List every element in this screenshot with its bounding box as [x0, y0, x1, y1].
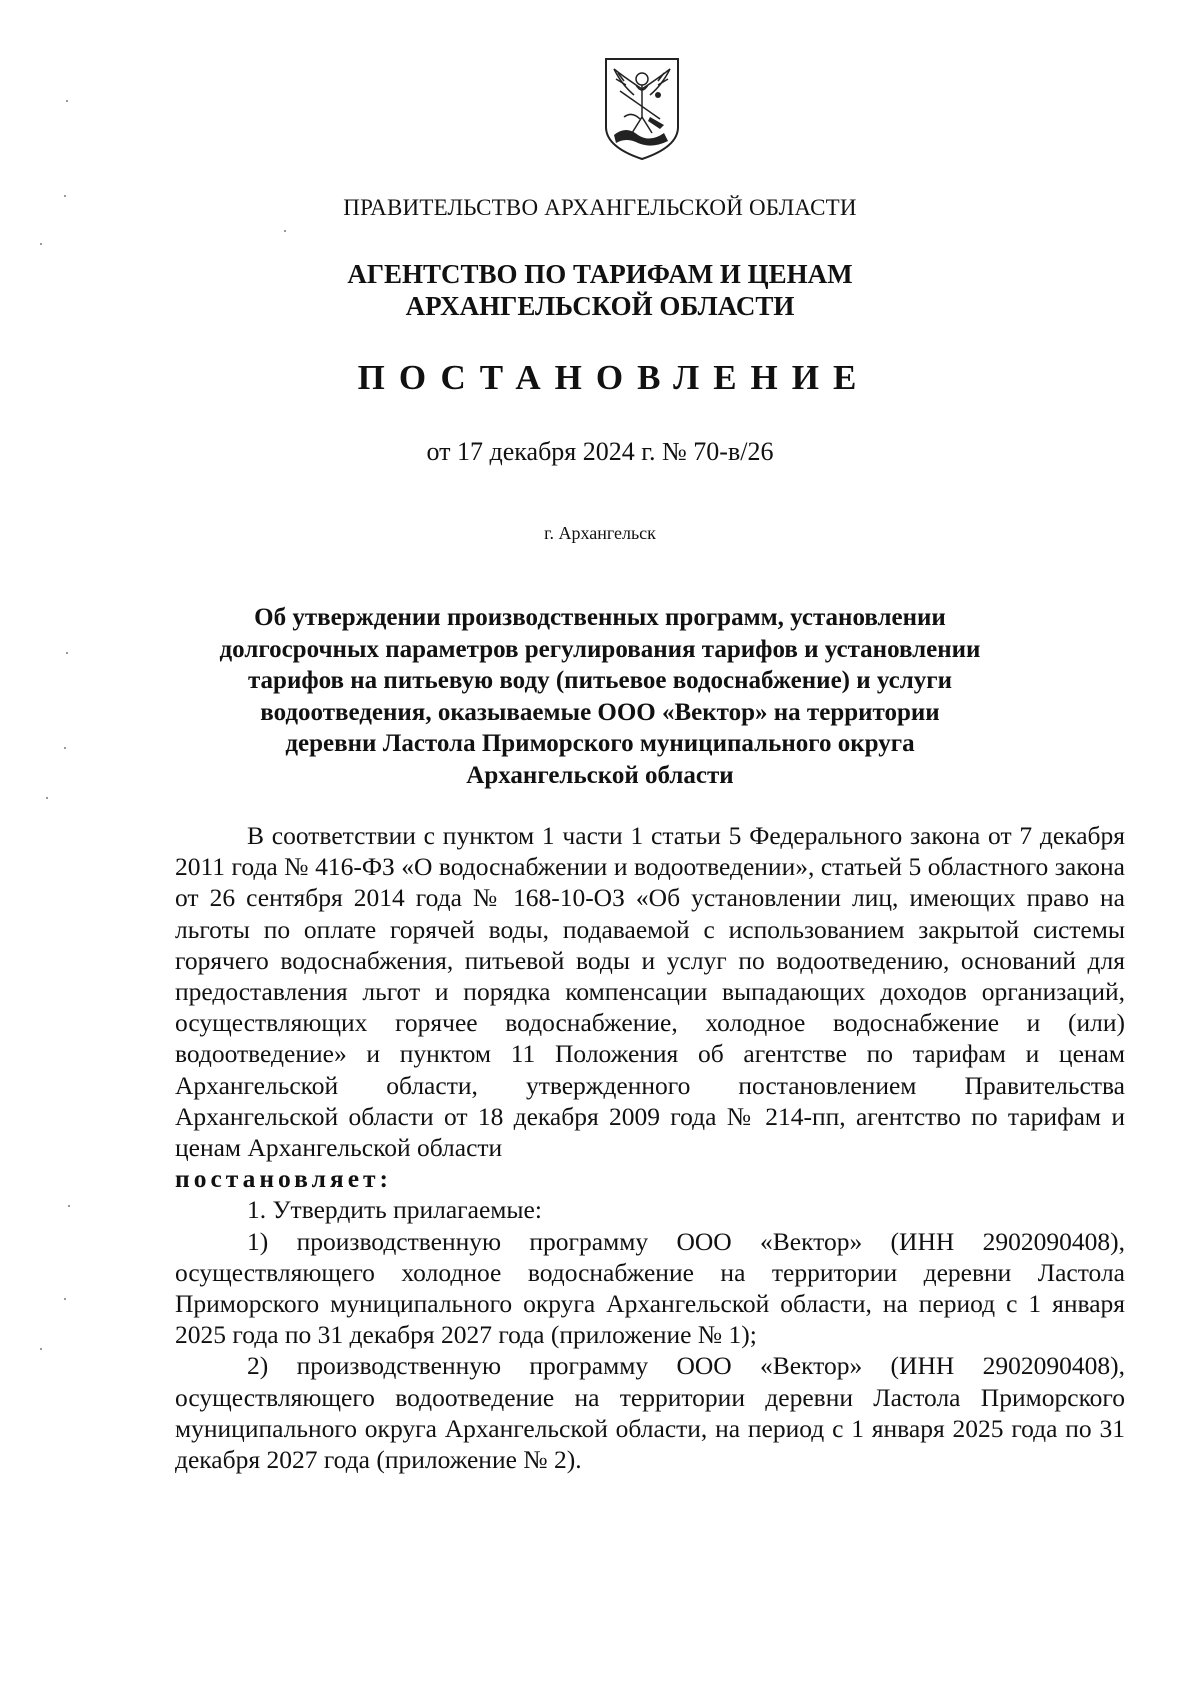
document-body: [175, 820, 1125, 1475]
title-line: деревни Ластола Приморского муниципального округа: [285, 730, 915, 757]
scan-speck: [66, 652, 68, 654]
agency-name-line-1: АГЕНТСТВО ПО ТАРИФАМ И ЦЕНАМ: [347, 259, 853, 289]
scan-speck: [40, 1348, 42, 1350]
document-city: г. Архангельск: [544, 523, 656, 543]
scan-speck: [64, 747, 66, 749]
scan-speck: [40, 243, 42, 245]
document-type-heading: ПОСТАНОВЛЕНИЕ: [357, 358, 871, 397]
scan-speck: [46, 797, 48, 799]
item-1: 1. Утвердить прилагаемые:: [247, 1195, 542, 1225]
title-line: Архангельской области: [466, 761, 734, 789]
scan-speck: [68, 1205, 70, 1207]
document-date-number: от 17 декабря 2024 г. № 70-в/26: [426, 437, 774, 466]
document-title: [0, 602, 1200, 791]
scan-speck: [66, 100, 68, 102]
coat-of-arms-emblem: [602, 55, 682, 163]
title-line: долгосрочных параметров регулирования тарифов и установлении: [219, 635, 981, 663]
decree-word: постановляет:: [175, 1164, 393, 1194]
government-name: ПРАВИТЕЛЬСТВО АРХАНГЕЛЬСКОЙ ОБЛАСТИ: [343, 195, 857, 220]
agency-name-line-2: АРХАНГЕЛЬСКОЙ ОБЛАСТИ: [405, 291, 795, 321]
sub-item-2: 2) производственную программу ООО «Вектор» (ИНН 2902090408), осуществляющего водоотведение на территории деревни Ластола Приморского муниципального округа Архангельской области, на период с 1 января 2025 года по 31 декабря 2027 года (приложение № 2).: [175, 1351, 1125, 1475]
preamble-paragraph: В соответствии с пунктом 1 части 1 статьи 5 Федерального закона от 7 декабря 2011 года № 416-ФЗ «О водоснабжении и водоотведении», статьей 5 областного закона от 26 сентября 2014 года № 168-10-ОЗ «Об установлении лиц, имеющих право на льготы по оплате горячей воды, подаваемой с использованием закрытой системы горячего водоснабжения, питьевой воды и услуг по водоотведению, оснований для предоставления льгот и порядка компенсации выпадающих доходов организаций, осуществляющих горячее водоснабжение, холодное водоснабжение и (или) водоотведение» и пунктом 11 Положения об агентстве по тарифам и ценам Архангельской области, утвержденного постановлением Правительства Архангельской области от 18 декабря 2009 года № 214-пп, агентство по тарифам и ценам Архангельской области: [175, 821, 1125, 1163]
agency-name: [0, 258, 1200, 322]
scan-speck: [284, 230, 286, 232]
sub-item-1: 1) производственную программу ООО «Вектор» (ИНН 2902090408), осуществляющего холодное водоснабжение на территории деревни Ластола Приморского муниципального округа Архангельской области, на период с 1 января 2025 года по 31 декабря 2027 года (приложение № 1);: [175, 1226, 1125, 1350]
title-line: водоотведения, оказываемые ООО «Вектор» на территории: [260, 698, 940, 726]
title-line: тарифов на питьевую воду (питьевое водоснабжение) и услуги: [247, 667, 953, 694]
title-line: Об утверждении производственных программ, установлении: [254, 604, 946, 631]
scan-speck: [64, 1298, 66, 1300]
scan-speck: [64, 195, 66, 197]
